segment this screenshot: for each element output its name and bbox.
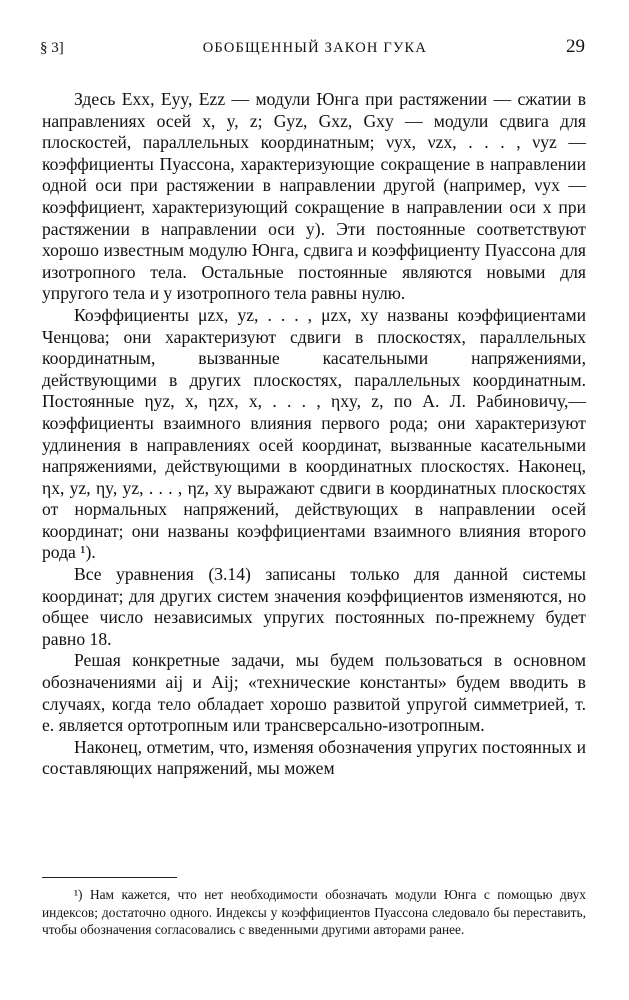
- paragraph-young-moduli: Здесь Exx, Eyy, Ezz — модули Юнга при растяжении — сжатии в направлениях осей x, y, z; Gyz, Gxz, Gxy — модули сдвига для плоскостей, параллельных координатным; νyx, νzx, . . . , νyz — коэффициенты Пуассона, характеризующие сокращение в направлении одной оси при растяжении в направлении другой (например, νyx — коэффициент, характеризующий сокращение в направлении оси x при растяжении в направлении оси y). Эти постоянные соответствуют хорошо известным модулю Юнга, сдвига и коэффициенту Пуассона для изотропного тела. Остальные постоянные являются новыми для упругого тела и у изотропного тела равны нулю.: [42, 89, 586, 304]
- paragraph-coordinate-systems: Все уравнения (3.14) записаны только для данной системы координат; для других систем значения коэффициентов изменяются, но общее число независимых упругих постоянных по-прежнему будет равно 18.: [42, 564, 586, 649]
- footnote-separator: [42, 877, 177, 878]
- section-marker: § 3]: [40, 40, 64, 56]
- page-number: 29: [566, 36, 585, 57]
- paragraph-final: Наконец, отметим, что, изменяя обозначения упругих постоянных и составляющих напряжений, мы можем: [42, 736, 586, 779]
- body-text: [42, 89, 586, 780]
- footnote: ¹) Нам кажется, что нет необходимости обозначать модули Юнга с помощью двух индексов; достаточно одного. Индексы у коэффициентов Пуассона следовало бы переставить, чтобы обозначения согласовались с введенными другими авторами ранее.: [42, 887, 586, 938]
- running-title: ОБОБЩЕННЫЙ ЗАКОН ГУКА: [202, 40, 428, 56]
- paragraph-chentsov-coefficients: Коэффициенты μzx, yz, . . . , μzx, xy названы коэффициентами Ченцова; они характеризуют сдвиги в плоскостях, параллельных координатным, вызванные касательными напряжениями, действующими в других плоскостях, параллельных координатным. Постоянные ηyz, x, ηzx, x, . . . , ηxy, z, по А. Л. Рабиновичу,— коэффициенты взаимного влияния первого рода; они характеризуют удлинения в направлениях осей координат, вызванные касательными напряжениями, действующими в координатных плоскостях. Наконец, ηx, yz, ηy, yz, . . . , ηz, xy выражают сдвиги в координатных плоскостях от нормальных напряжений, действующих в направлении осей координат; они названы коэффициентами взаимного влияния второго рода ¹).: [42, 304, 586, 563]
- paragraph-notation: Решая конкретные задачи, мы будем пользоваться в основном обозначениями aij и Aij; «технические константы» будем вводить в случаях, когда тело обладает хорошо развитой упругой симметрией, т. е. является ортотропным или трансверсально-изотропным.: [42, 650, 586, 736]
- running-header: [40, 36, 585, 64]
